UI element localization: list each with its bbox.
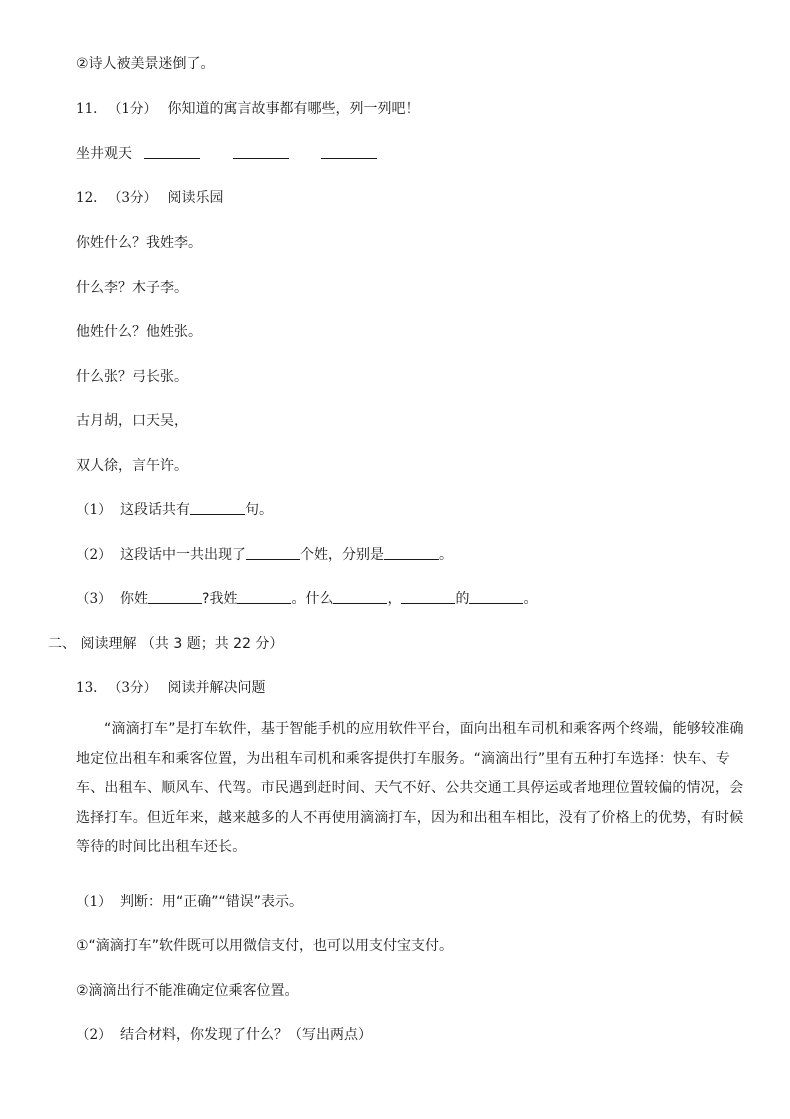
q13-sub-2 <box>76 1025 372 1045</box>
q13-number: 13. <box>76 680 98 696</box>
q13-item-2: ②滴滴出行不能准确定位乘客位置。 <box>76 983 299 999</box>
q12-prompt: 阅读乐园 <box>167 190 224 206</box>
q12-sub-1-before: 这段话共有 <box>120 502 191 518</box>
q12-sub-2-before: 这段话中一共出现了 <box>120 547 247 563</box>
q12-passage-line: 什么张？弓长张。 <box>76 369 188 385</box>
q10-item-2: ②诗人被美景迷倒了。 <box>76 56 215 72</box>
q12-sub-3-t2: ?我姓 <box>202 591 238 607</box>
q12-sub-3-blank-4[interactable] <box>401 589 455 604</box>
q11-blank-2[interactable] <box>233 144 289 159</box>
q12-header <box>76 188 223 208</box>
q11-blank-1[interactable] <box>144 144 200 159</box>
q12-sub-2-blank-2[interactable] <box>384 545 439 560</box>
q13-prompt: 阅读并解决问题 <box>167 680 266 696</box>
q12-sub-3-t3: 。什么 <box>291 591 334 607</box>
q12-sub-3-t1: 你姓 <box>120 591 149 607</box>
q12-sub-1-num: （1） <box>76 502 112 518</box>
q12-sub-3 <box>76 589 537 609</box>
q12-passage-line: 什么李？木子李。 <box>76 280 188 296</box>
q13-passage-text: “滴滴打车”是打车软件，基于智能手机的应用软件平台，面向出租车司机和乘客两个终端，能够较准确地定位出租车和乘客位置，为出租车司机和乘客提供打车服务。“滴滴出行”里有五种打车选择：快车、专车、出租车、顺风车、代驾。市民遇到赶时间、天气不好、公共交通工具停运或者地理位置较偏的情况，会选择打车。但近年来，越来越多的人不再使用滴滴打车，因为和出租车相比，没有了价格上的优势，有时候等待的时间比出租车还长。 <box>76 721 744 855</box>
q13-item-1: ①“滴滴打车”软件既可以用微信支付，也可以用支付宝支付。 <box>76 938 454 954</box>
q13-sub-2-num: （2） <box>76 1027 112 1043</box>
q13-sub-2-text: 结合材料，你发现了什么？（写出两点） <box>120 1027 373 1043</box>
q11-prompt: 你知道的寓言故事都有哪些，列一列吧！ <box>167 101 420 117</box>
q13-score: （3分） <box>107 680 158 696</box>
q12-score: （3分） <box>107 190 158 206</box>
q12-sub-3-blank-5[interactable] <box>469 589 523 604</box>
q11-score: （1分） <box>107 101 158 117</box>
q12-sub-3-t5: 的 <box>455 591 470 607</box>
q12-sub-2-blank-1[interactable] <box>246 545 300 560</box>
q12-passage-line: 古月胡，口天吴， <box>76 413 188 429</box>
q12-sub-1-after: 句。 <box>245 502 274 518</box>
q12-sub-3-blank-3[interactable] <box>333 589 387 604</box>
q12-sub-2-num: （2） <box>76 547 112 563</box>
q12-sub-3-blank-1[interactable] <box>148 589 202 604</box>
q12-passage-line: 他姓什么？他姓张。 <box>76 324 202 340</box>
q12-sub-2-after: 。 <box>439 547 454 563</box>
q13-header <box>76 678 265 698</box>
q12-sub-1-blank[interactable] <box>190 500 245 515</box>
q11-blank-3[interactable] <box>321 144 377 159</box>
q13-passage <box>76 715 746 863</box>
q12-sub-3-t6: 。 <box>523 591 538 607</box>
section-2-heading: 二、 阅读理解 （共 3 题；共 22 分） <box>48 636 284 652</box>
q13-sub-1-text: 判断：用“正确”“错误”表示。 <box>120 894 304 910</box>
q12-passage-line: 双人徐，言午许。 <box>76 458 188 474</box>
q12-sub-3-t4: ， <box>387 591 402 607</box>
q11-example: 坐井观天 <box>76 146 132 162</box>
q11-header <box>76 99 419 119</box>
q12-sub-2 <box>76 545 453 565</box>
q12-sub-3-num: （3） <box>76 591 112 607</box>
q11-answer-row <box>76 144 377 164</box>
q12-number: 12. <box>76 190 98 206</box>
q12-sub-3-blank-2[interactable] <box>237 589 291 604</box>
q12-sub-2-middle: 个姓，分别是 <box>300 547 385 563</box>
q13-sub-1-num: （1） <box>76 894 112 910</box>
q12-passage-line: 你姓什么？我姓李。 <box>76 235 202 251</box>
q12-sub-1 <box>76 500 273 520</box>
q11-number: 11. <box>76 101 98 117</box>
q13-sub-1 <box>76 892 303 912</box>
